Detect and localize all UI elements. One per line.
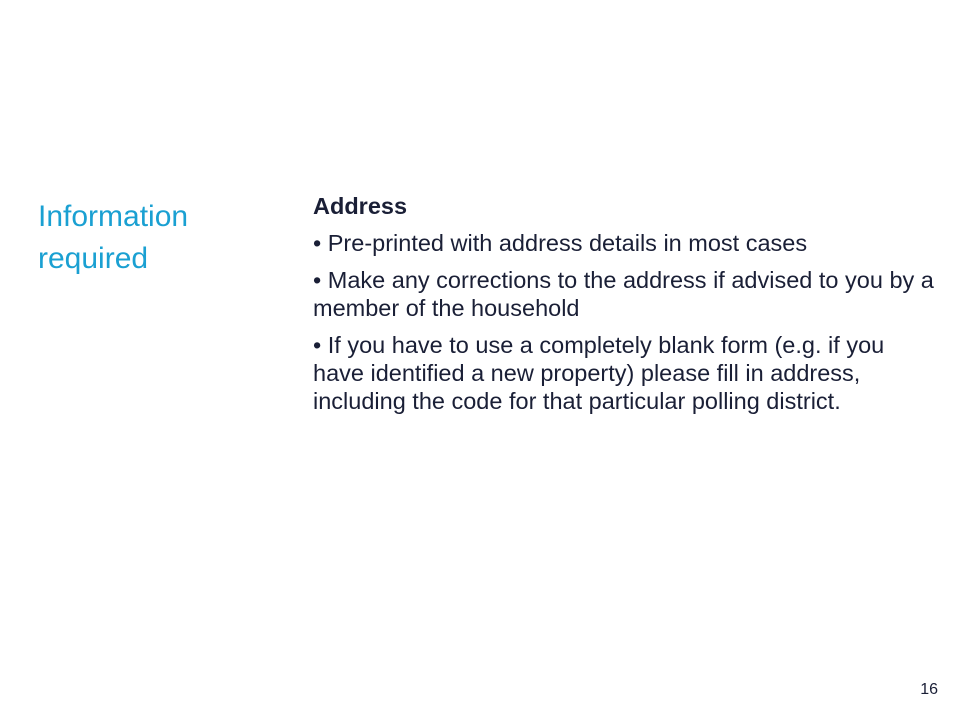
slide-title-line-1: Information (38, 200, 189, 233)
bullet-item: • Make any corrections to the address if advised to you by a member of the household (313, 267, 934, 321)
slide-title-line-2: required (38, 242, 149, 275)
section-heading: Address (313, 193, 408, 219)
slide-content (313, 192, 938, 424)
bullet-list (313, 229, 938, 415)
page-number: 16 (920, 681, 938, 698)
bullet-item: • If you have to use a completely blank form (e.g. if you have identified a new property) please fill in address, including the code for that particular polling district. (313, 332, 885, 414)
slide-title (38, 196, 288, 280)
bullet-item: • Pre-printed with address details in most cases (313, 230, 808, 256)
